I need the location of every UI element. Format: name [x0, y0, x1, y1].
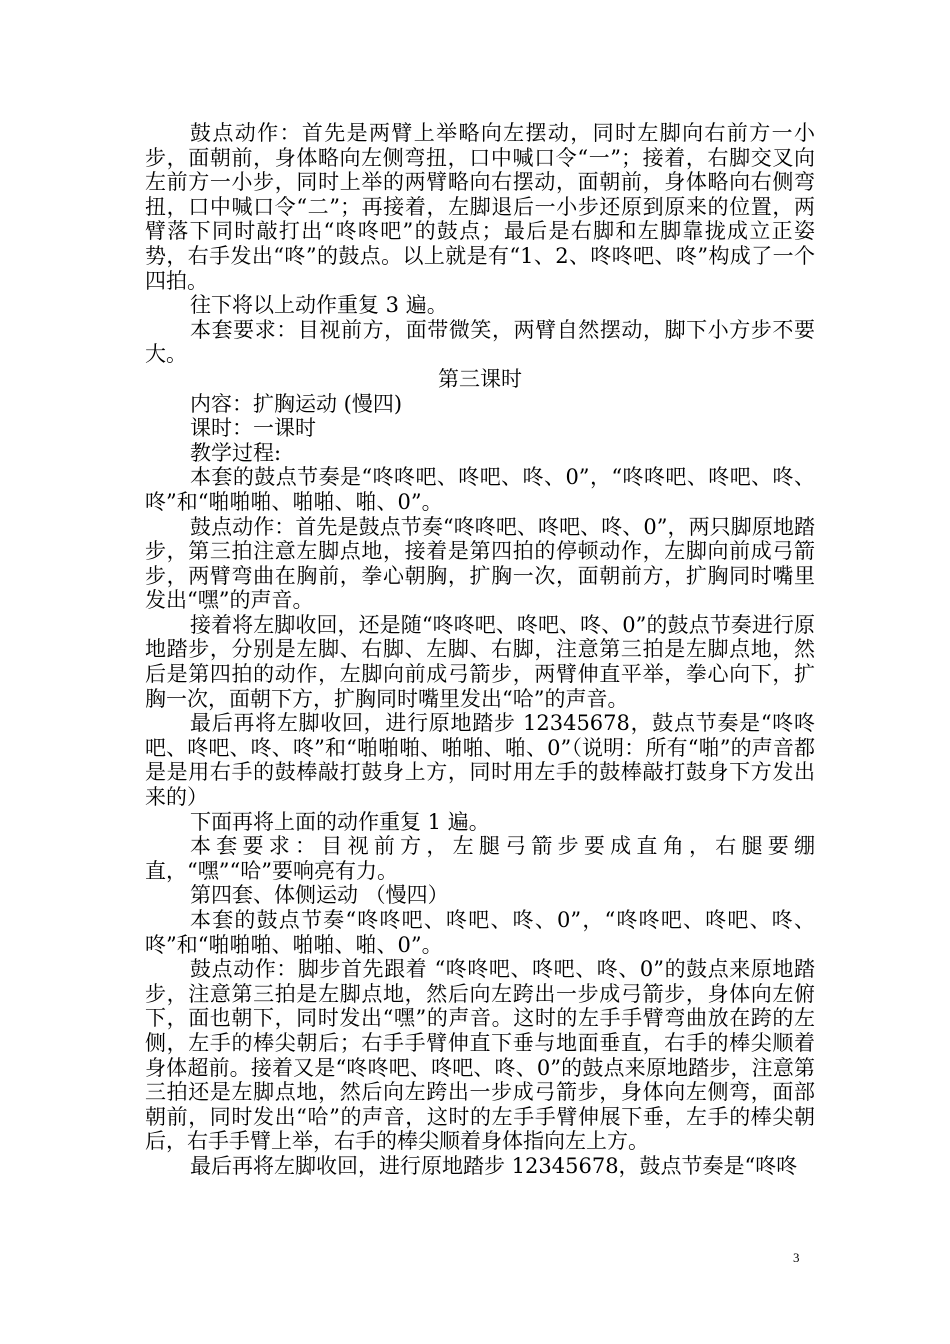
paragraph-rhythm-side: 本套的鼓点节奏“咚咚吧、咚吧、咚、0”，“咚咚吧、咚吧、咚、咚”和“啪啪啪、啪啪、啪、0”。	[145, 908, 815, 957]
paragraph-set-4-title: 第四套、体侧运动 （慢四）	[190, 883, 449, 908]
paragraph-final-step-side: 最后再将左脚收回，进行原地踏步 12345678，鼓点节奏是“咚咚	[190, 1153, 798, 1178]
paragraph-class-hours: 课时：一课时	[190, 416, 316, 441]
paragraph-teaching-process: 教学过程:	[190, 440, 282, 465]
paragraph-content: 内容：扩胸运动 (慢四)	[190, 391, 403, 416]
document-body	[145, 121, 815, 1179]
paragraph-requirement-1: 本套要求：目视前方，面带微笑，两臂自然摆动，脚下小方步不要大。	[145, 317, 815, 367]
paragraph-rhythm-chest: 本套的鼓点节奏是“咚咚吧、咚吧、咚、0”，“咚咚吧、咚吧、咚、咚”和“啪啪啪、啪啪、啪、0”。	[145, 465, 815, 514]
paragraph-repeat-1: 下面再将上面的动作重复 1 遍。	[190, 809, 490, 834]
section-heading-lesson-3: 第三课时	[438, 366, 522, 391]
paragraph-drum-action-side: 鼓点动作：脚步首先跟着 “咚咚吧、咚吧、咚、0”的鼓点来原地踏步，注意第三拍是左脚点地，然后向左跨出一步成弓箭步，身体向左俯下，面也朝下，同时发出“嘿”的声音。这时的左手手臂弯曲放在跨的左侧，左手的棒尖朝后；右手手臂伸直下垂与地面垂直，右手的棒尖顺着身体超前。接着又是“咚咚吧、咚吧、咚、0”的鼓点来原地踏步，注意第三拍还是左脚点地，然后向左跨出一步成弓箭步，身体向左侧弯，面部朝前，同时发出“哈”的声音，这时的左手手臂伸展下垂，左手的棒尖朝后，右手手臂上举，右手的棒尖顺着身体指向左上方。	[145, 957, 815, 1154]
paragraph-requirement-2: 本套要求：目视前方，左腿弓箭步要成直角，右腿要绷直，“嘿”“哈”要响亮有力。	[145, 834, 815, 883]
paragraph-repeat-3: 往下将以上动作重复 3 遍。	[190, 293, 448, 318]
paragraph-drum-action-1: 鼓点动作：首先是两臂上举略向左摆动，同时左脚向右前方一小步，面朝前，身体略向左侧弯扭，口中喊口令“一”；接着，右脚交叉向左前方一小步，同时上举的两臂略向右摆动，面朝前，身体略向右侧弯扭，口中喊口令“二”；再接着，左脚退后一小步还原到原来的位置，两臂落下同时敲打出“咚咚吧”的鼓点；最后是右脚和左脚靠拢成立正姿势，右手发出“咚”的鼓点。以上就是有“1、2、咚咚吧、咚”构成了一个四拍。	[145, 121, 815, 293]
paragraph-step-two: 接着将左脚收回，还是随“咚咚吧、咚吧、咚、0”的鼓点节奏进行原地踏步，分别是左脚、右脚、左脚、右脚，注意第三拍是左脚点地，然后是第四拍的动作，左脚向前成弓箭步，两臂伸直平举，拳心向下，扩胸一次，面朝下方，扩胸同时嘴里发出“哈”的声音。	[145, 612, 815, 711]
paragraph-final-step: 最后再将左脚收回，进行原地踏步 12345678，鼓点节奏是“咚咚吧、咚吧、咚、咚”和“啪啪啪、啪啪、啪、0”（说明：所有“啪”的声音都是是用右手的鼓棒敲打鼓身上方，同时用左手的鼓棒敲打鼓身下方发出来的）	[145, 711, 815, 810]
page-number: 3	[793, 1250, 800, 1265]
paragraph-drum-action-chest: 鼓点动作：首先是鼓点节奏“咚咚吧、咚吧、咚、0”，两只脚原地踏步，第三拍注意左脚点地，接着是第四拍的停顿动作，左脚向前成弓箭步，两臂弯曲在胸前，拳心朝胸，扩胸一次，面朝前方，扩胸同时嘴里发出“嘿”的声音。	[145, 514, 815, 613]
